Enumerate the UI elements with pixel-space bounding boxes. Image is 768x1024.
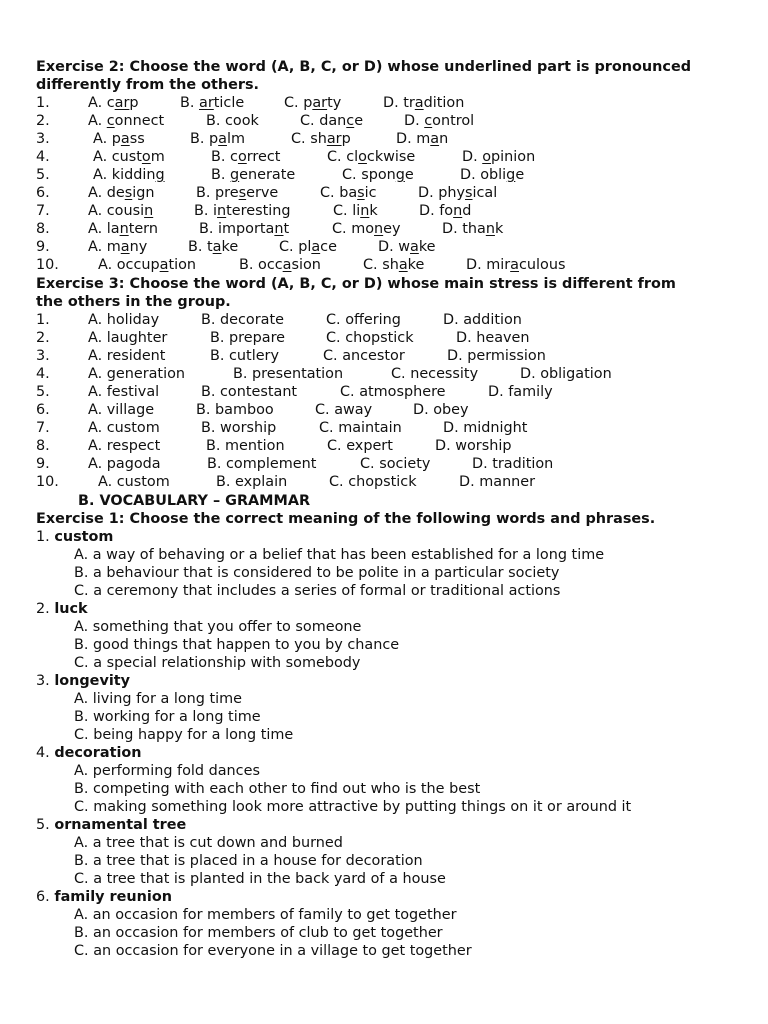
underlined-letters: ar (199, 95, 214, 111)
answer-option: D. heaven (456, 330, 530, 346)
answer-option: C. basic (320, 185, 377, 201)
question-number: 7. (36, 420, 50, 436)
answer-option: C. link (333, 203, 378, 219)
underlined-letters: ar (326, 131, 342, 147)
meaning-option: C. a ceremony that includes a series of formal or traditional actions (74, 583, 561, 599)
question-number: 4. (36, 149, 50, 165)
answer-option: D. opinion (462, 149, 536, 165)
meaning-option: B. a tree that is placed in a house for decoration (74, 853, 423, 869)
exercise-1-title: Exercise 1: Choose the correct meaning of the following words and phrases. (36, 511, 656, 527)
answer-option: B. explain (216, 474, 288, 490)
vocab-term-line: 1. custom (36, 529, 114, 545)
underlined-letters: a (510, 257, 519, 273)
answer-option: A. holiday (88, 312, 160, 328)
question-number: 8. (36, 221, 50, 237)
answer-option: D. miraculous (466, 257, 566, 273)
section-b-heading: B. VOCABULARY – GRAMMAR (78, 493, 311, 509)
question-number: 5. (36, 384, 50, 400)
answer-option: B. decorate (201, 312, 284, 328)
meaning-option: A. a tree that is cut down and burned (74, 835, 343, 851)
answer-option: C. chopstick (329, 474, 417, 490)
answer-option: D. physical (418, 185, 498, 201)
underlined-letters: g (155, 167, 165, 183)
vocab-term: custom (54, 529, 114, 545)
answer-option: A. custom (98, 474, 170, 490)
meaning-option: A. a way of behaving or a belief that has been established for a long time (74, 547, 605, 563)
answer-option: C. sponge (342, 167, 414, 183)
answer-option: B. cook (206, 113, 259, 129)
answer-option: B. take (188, 239, 239, 255)
answer-option: B. palm (190, 131, 246, 147)
underlined-letters: a (218, 131, 227, 147)
underlined-letters: c (346, 113, 355, 129)
answer-option: A. custom (93, 149, 165, 165)
vocab-term-line: 4. decoration (36, 745, 142, 761)
answer-option: B. interesting (194, 203, 291, 219)
meaning-option: B. a behaviour that is considered to be polite in a particular society (74, 565, 560, 581)
vocab-term-line: 6. family reunion (36, 889, 172, 905)
meaning-option: C. a tree that is planted in the back yard of a house (74, 871, 446, 887)
answer-option: C. offering (326, 312, 401, 328)
question-number: 1. (36, 312, 50, 328)
question-number: 3. (36, 348, 50, 364)
answer-option: A. lantern (88, 221, 158, 237)
answer-option: B. correct (211, 149, 281, 165)
meaning-option: B. an occasion for members of club to get together (74, 925, 443, 941)
answer-option: B. contestant (201, 384, 298, 400)
question-number: 2. (36, 330, 50, 346)
answer-option: C. necessity (391, 366, 479, 382)
underlined-letters: c (424, 113, 433, 129)
answer-option: C. chopstick (326, 330, 414, 346)
answer-option: A. pagoda (88, 456, 161, 472)
meaning-option: C. an occasion for everyone in a village to get together (74, 943, 472, 959)
answer-option: D. tradition (383, 95, 465, 111)
answer-option: B. occasion (239, 257, 321, 273)
answer-option: A. respect (88, 438, 161, 454)
answer-option: C. clockwise (327, 149, 416, 165)
answer-option: A. connect (88, 113, 165, 129)
answer-option: A. pass (93, 131, 145, 147)
meaning-option: A. an occasion for members of family to get together (74, 907, 457, 923)
underlined-letters: n (119, 221, 129, 237)
underlined-letters: s (124, 185, 133, 201)
vocab-term-line: 3. longevity (36, 673, 131, 689)
answer-option: B. presentation (233, 366, 344, 382)
answer-option: C. sharp (291, 131, 351, 147)
answer-option: A. generation (88, 366, 186, 382)
answer-option: A. carp (88, 95, 139, 111)
underlined-letters: a (282, 257, 292, 273)
answer-option: A. laughter (88, 330, 168, 346)
exercise-2-title: Exercise 2: Choose the word (A, B, C, or D) whose underlined part is pronounced (36, 59, 692, 75)
underlined-letters: s (238, 185, 247, 201)
underlined-letters: g (395, 167, 405, 183)
answer-option: B. preserve (196, 185, 279, 201)
answer-option: B. article (180, 95, 245, 111)
underlined-letters: o (237, 149, 247, 165)
exercise-3-title: Exercise 3: Choose the word (A, B, C, or D) whose main stress is different from (36, 276, 676, 292)
answer-option: B. important (199, 221, 290, 237)
underlined-letters: a (410, 239, 419, 255)
underlined-letters: c (106, 113, 115, 129)
underlined-letters: n (144, 203, 154, 219)
meaning-option: B. competing with each other to find out who is the best (74, 781, 481, 797)
answer-option: A. cousin (88, 203, 154, 219)
underlined-letters: ar (312, 95, 328, 111)
underlined-letters: n (453, 203, 463, 219)
underlined-letters: o (482, 149, 492, 165)
answer-option: A. design (88, 185, 155, 201)
answer-option: C. away (315, 402, 373, 418)
answer-option: D. worship (435, 438, 512, 454)
answer-option: B. complement (207, 456, 317, 472)
question-number: 10. (36, 257, 59, 273)
vocab-term: luck (54, 601, 88, 617)
answer-option: B. generate (211, 167, 296, 183)
question-number: 9. (36, 456, 50, 472)
vocab-term: ornamental tree (54, 817, 187, 833)
answer-option: C. maintain (319, 420, 402, 436)
underlined-letters: g (506, 167, 516, 183)
answer-option: D. fond (419, 203, 472, 219)
answer-option: A. festival (88, 384, 160, 400)
underlined-letters: o (358, 149, 367, 165)
answer-option: C. expert (327, 438, 393, 454)
meaning-option: A. something that you offer to someone (74, 619, 362, 635)
question-number: 7. (36, 203, 50, 219)
vocab-term-line: 2. luck (36, 601, 88, 617)
answer-option: D. manner (459, 474, 536, 490)
meaning-option: A. living for a long time (74, 691, 242, 707)
meaning-option: C. being happy for a long time (74, 727, 294, 743)
underlined-letters: s (357, 185, 365, 201)
underlined-letters: n (374, 221, 384, 237)
answer-option: A. occupation (98, 257, 197, 273)
question-number: 3. (36, 131, 50, 147)
answer-option: A. many (88, 239, 148, 255)
answer-option: A. kidding (93, 167, 165, 183)
answer-option: D. addition (443, 312, 522, 328)
question-number: 9. (36, 239, 50, 255)
answer-option: D. wake (378, 239, 436, 255)
meaning-option: C. a special relationship with somebody (74, 655, 361, 671)
meaning-option: B. good things that happen to you by chance (74, 637, 400, 653)
answer-option: D. control (404, 113, 475, 129)
answer-option: C. place (279, 239, 337, 255)
answer-option: A. custom (88, 420, 160, 436)
question-number: 2. (36, 113, 50, 129)
meaning-option: C. making something look more attractive by putting things on it or around it (74, 799, 632, 815)
answer-option: D. permission (447, 348, 546, 364)
answer-option: C. party (284, 95, 342, 111)
answer-option: B. worship (201, 420, 277, 436)
underlined-letters: s (465, 185, 473, 201)
answer-option: D. midnight (443, 420, 528, 436)
exercise-3-title-cont: the others in the group. (36, 294, 231, 310)
underlined-letters: a (120, 131, 130, 147)
question-number: 1. (36, 95, 50, 111)
question-number: 10. (36, 474, 59, 490)
underlined-letters: a (311, 239, 321, 255)
underlined-letters: a (120, 239, 130, 255)
vocab-term: longevity (54, 673, 131, 689)
answer-option: D. obligation (520, 366, 612, 382)
answer-option: D. thank (442, 221, 504, 237)
answer-option: D. family (488, 384, 553, 400)
vocab-term: decoration (54, 745, 142, 761)
underlined-letters: n (274, 221, 284, 237)
underlined-letters: a (398, 257, 408, 273)
underlined-letters: n (217, 203, 227, 219)
underlined-letters: n (485, 221, 495, 237)
underlined-letters: a (414, 95, 424, 111)
meaning-option: B. working for a long time (74, 709, 261, 725)
answer-option: C. dance (300, 113, 364, 129)
underlined-letters: a (430, 131, 440, 147)
underlined-letters: a (212, 239, 222, 255)
answer-option: C. shake (363, 257, 425, 273)
underlined-letters: n (360, 203, 370, 219)
answer-option: A. village (88, 402, 155, 418)
answer-option: D. oblige (460, 167, 525, 183)
answer-option: B. bamboo (196, 402, 274, 418)
exercise-2-title-cont: differently from the others. (36, 77, 259, 93)
answer-option: D. tradition (472, 456, 554, 472)
question-number: 6. (36, 185, 50, 201)
answer-option: D. obey (413, 402, 469, 418)
vocab-term-line: 5. ornamental tree (36, 817, 187, 833)
answer-option: C. money (332, 221, 401, 237)
answer-option: B. cutlery (210, 348, 279, 364)
answer-option: C. society (360, 456, 431, 472)
answer-option: B. prepare (210, 330, 286, 346)
answer-option: B. mention (206, 438, 285, 454)
answer-option: C. atmosphere (340, 384, 446, 400)
meaning-option: A. performing fold dances (74, 763, 260, 779)
underlined-letters: a (159, 257, 169, 273)
answer-option: D. man (396, 131, 449, 147)
question-number: 6. (36, 402, 50, 418)
underlined-letters: o (141, 149, 151, 165)
answer-option: A. resident (88, 348, 166, 364)
underlined-letters: g (230, 167, 240, 183)
question-number: 5. (36, 167, 50, 183)
vocab-term: family reunion (54, 889, 172, 905)
question-number: 8. (36, 438, 50, 454)
question-number: 4. (36, 366, 50, 382)
answer-option: C. ancestor (323, 348, 405, 364)
underlined-letters: ar (114, 95, 130, 111)
